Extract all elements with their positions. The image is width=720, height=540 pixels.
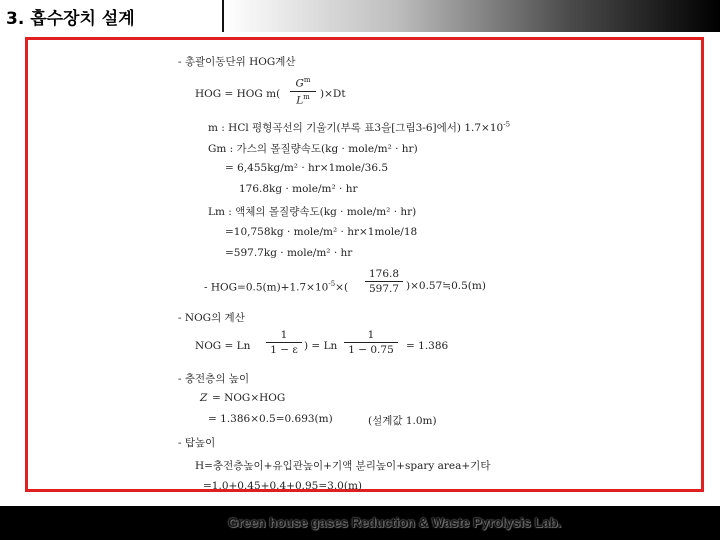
lab-name: Green house gases Reduction & Waste Pyrolysis Lab. — [228, 515, 562, 530]
gm-calc-2: 176.8kg · mole/m² · hr — [239, 183, 358, 195]
gm-over-lm-fraction — [290, 76, 316, 106]
nog-frac1-num: 1 — [280, 329, 288, 341]
hog-heading: - 총괄이동단위 HOG계산 — [178, 56, 296, 68]
tower-height-heading: - 탑높이 — [178, 437, 216, 449]
content-frame — [25, 37, 704, 492]
nog-heading: - NOG의 계산 — [178, 312, 245, 324]
hog-result-paren: ×( — [335, 281, 349, 294]
frac-den-l: L — [296, 94, 304, 106]
z-formula: = NOG×HOG — [212, 392, 286, 404]
hog-result-text: - HOG=0.5(m)+1.7×10 — [204, 281, 329, 294]
frac-num-sub: m — [303, 76, 311, 84]
nog-frac1-den: 1 − ε — [270, 344, 298, 356]
title-gradient-band — [224, 0, 720, 32]
m-definition-exp: -5 — [503, 120, 511, 129]
nog-formula-start: NOG = Ln — [195, 340, 251, 352]
nog-result: = 1.386 — [406, 340, 449, 352]
lm-calc-2: =597.7kg · mole/m² · hr — [225, 247, 353, 259]
title-bar — [0, 0, 720, 32]
hog-formula-end: )×Dt — [320, 88, 346, 100]
frac-597-7: 597.7 — [368, 283, 400, 295]
lm-definition: Lm : 액체의 몰질량속도(kg · mole/m² · hr) — [208, 206, 417, 218]
frac-176-8: 176.8 — [368, 268, 400, 280]
nog-frac2-num: 1 — [367, 329, 375, 341]
gm-definition: Gm : 가스의 몰질량속도(kg · mole/m² · hr) — [208, 143, 418, 155]
nog-formula-mid: ) = Ln — [304, 340, 338, 352]
z-symbol: Z — [200, 392, 208, 404]
scanned-calculation-document — [28, 40, 701, 492]
gm-calc-1: = 6,455kg/m² · hr×1mole/36.5 — [225, 162, 389, 174]
hog-result-end: )×0.57≒0.5(m) — [406, 280, 486, 292]
hog-result-start — [204, 280, 348, 294]
nog-fraction-2 — [344, 329, 398, 356]
nog-frac2-den: 1 − 0.75 — [348, 344, 394, 356]
frac-num-g: G — [295, 77, 304, 90]
lm-calc-1: =10,758kg · mole/m² · hr×1mole/18 — [225, 226, 418, 238]
nog-fraction-1 — [266, 329, 302, 356]
gm-lm-value-fraction — [365, 268, 403, 295]
design-value-note: (설계값 1.0m) — [368, 415, 437, 427]
footer-bar — [0, 506, 720, 540]
tower-height-formula: H=충전층높이+유입관높이+기액 분리높이+spary area+기타 — [195, 460, 491, 472]
m-definition — [208, 120, 510, 135]
z-value: = 1.386×0.5=0.693(m) — [208, 413, 333, 425]
slide-title: 3. 흡수장치 설계 — [6, 9, 135, 29]
hog-formula-start: HOG = HOG m( — [195, 88, 281, 100]
tower-height-value: =1.0+0.45+0.4+0.95=3.0(m) — [203, 480, 362, 492]
packing-height-heading: - 충전층의 높이 — [178, 373, 250, 385]
m-definition-text: m : HCl 평형곡선의 기울기(부록 표3을[그림3-6]에서) 1.7×10 — [208, 122, 504, 134]
hog-result-exp: -5 — [328, 280, 336, 288]
frac-den-sub: m — [303, 92, 310, 101]
